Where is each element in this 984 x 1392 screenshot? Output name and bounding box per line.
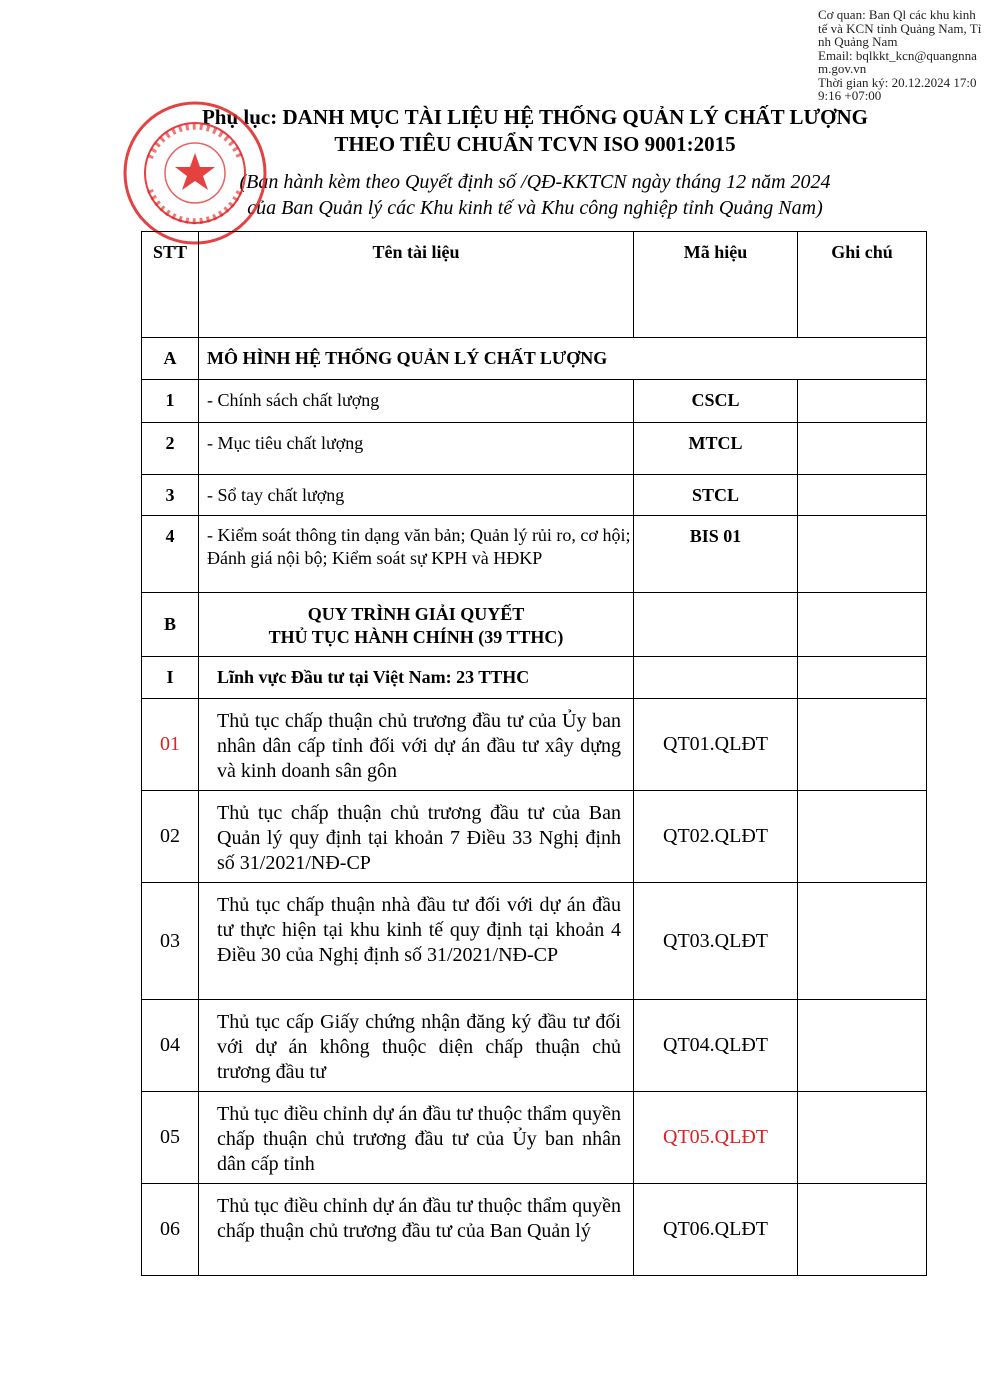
table-row	[142, 791, 927, 883]
section-i-note	[798, 657, 927, 699]
table-row	[142, 1092, 927, 1184]
table-header-row	[142, 232, 927, 338]
section-b-row	[142, 593, 927, 657]
row-stt: 06	[142, 1184, 199, 1276]
section-b-note	[798, 593, 927, 657]
document-subtitle-line2: của Ban Quản lý các Khu kinh tế và Khu công nghiệp tỉnh Quảng Nam)	[247, 197, 823, 219]
row-code: QT01.QLĐT	[634, 699, 798, 791]
row-name: Thủ tục điều chỉnh dự án đầu tư thuộc thẩm quyền chấp thuận chủ trương đầu tư của Ban Quản lý	[199, 1184, 634, 1276]
signature-time: Thời gian ký: 20.12.2024 17:09:16 +07:00	[818, 74, 977, 103]
row-name: Thủ tục chấp thuận chủ trương đầu tư của Ủy ban nhân dân cấp tỉnh đối với dự án đầu tư xây dựng và kinh doanh sân gôn	[199, 699, 634, 791]
document-subtitle: (Ban hành kèm theo Quyết định số /QĐ-KKTCN ngày tháng 12 năm 2024	[239, 171, 831, 193]
row-note	[798, 380, 927, 423]
row-code: MTCL	[634, 423, 798, 475]
row-note	[798, 791, 927, 883]
row-stt: 03	[142, 883, 199, 1000]
table-row	[142, 883, 927, 1000]
header-note: Ghi chú	[798, 232, 927, 338]
row-name: - Mục tiêu chất lượng	[199, 423, 634, 475]
row-stt: 02	[142, 791, 199, 883]
row-name: Thủ tục điều chỉnh dự án đầu tư thuộc thẩm quyền chấp thuận chủ trương đầu tư của Ủy ban nhân dân cấp tỉnh	[199, 1092, 634, 1184]
row-note	[798, 883, 927, 1000]
row-stt: 1	[142, 380, 199, 423]
official-seal-icon	[120, 98, 270, 248]
row-code: CSCL	[634, 380, 798, 423]
row-code: QT05.QLĐT	[634, 1092, 798, 1184]
row-code: QT02.QLĐT	[634, 791, 798, 883]
section-a-stt: A	[142, 338, 199, 380]
row-code: QT03.QLĐT	[634, 883, 798, 1000]
section-b-stt: B	[142, 593, 199, 657]
digital-signature-block	[818, 8, 982, 103]
row-stt: 2	[142, 423, 199, 475]
row-stt: 4	[142, 516, 199, 593]
row-stt: 3	[142, 475, 199, 516]
row-code: QT04.QLĐT	[634, 1000, 798, 1092]
section-b-title	[199, 593, 634, 657]
row-name: Thủ tục chấp thuận nhà đầu tư đối với dự án đầu tư thực hiện tại khu kinh tế quy định tại khoản 4 Điều 30 của Nghị định số 31/2021/NĐ-CP	[199, 883, 634, 1000]
header-name: Tên tài liệu	[199, 232, 634, 338]
table-row	[142, 699, 927, 791]
section-i-code	[634, 657, 798, 699]
table-row	[142, 423, 927, 475]
row-name: - Sổ tay chất lượng	[199, 475, 634, 516]
section-b-code	[634, 593, 798, 657]
section-b-title-line1: QUY TRÌNH GIẢI QUYẾT	[307, 604, 525, 624]
document-title-line2: THEO TIÊU CHUẨN TCVN ISO 9001:2015	[334, 132, 736, 156]
section-a-title: MÔ HÌNH HỆ THỐNG QUẢN LÝ CHẤT LƯỢNG	[199, 338, 927, 380]
section-i-row	[142, 657, 927, 699]
table-row	[142, 380, 927, 423]
document-title: Phụ lục: DANH MỤC TÀI LIỆU HỆ THỐNG QUẢN LÝ CHẤT LƯỢNG	[201, 105, 869, 129]
row-code: BIS 01	[634, 516, 798, 593]
row-stt: 01	[142, 699, 199, 791]
row-note	[798, 699, 927, 791]
table-row	[142, 475, 927, 516]
section-b-title-line2: THỦ TỤC HÀNH CHÍNH (39 TTHC)	[268, 627, 564, 647]
row-note	[798, 475, 927, 516]
row-note	[798, 516, 927, 593]
signature-agency: Cơ quan: Ban Ql các khu kinh tế và KCN tỉnh Quảng Nam, Tỉnh Quảng Nam	[818, 7, 982, 49]
row-stt: 05	[142, 1092, 199, 1184]
row-name: - Chính sách chất lượng	[199, 380, 634, 423]
table-row	[142, 516, 927, 593]
row-name: - Kiểm soát thông tin dạng văn bản; Quản lý rủi ro, cơ hội; Đánh giá nội bộ; Kiểm soát sự KPH và HĐKP	[199, 516, 634, 593]
row-code: QT06.QLĐT	[634, 1184, 798, 1276]
row-note	[798, 1000, 927, 1092]
row-name: Thủ tục chấp thuận chủ trương đầu tư của Ban Quản lý quy định tại khoản 7 Điều 33 Nghị định số 31/2021/NĐ-CP	[199, 791, 634, 883]
section-i-title: Lĩnh vực Đầu tư tại Việt Nam: 23 TTHC	[199, 657, 634, 699]
row-name: Thủ tục cấp Giấy chứng nhận đăng ký đầu tư đối với dự án không thuộc diện chấp thuận chủ trương đầu tư	[199, 1000, 634, 1092]
signature-email: Email: bqlkkt_kcn@quangnnam.gov.vn	[818, 47, 977, 76]
row-note	[798, 1092, 927, 1184]
row-note	[798, 423, 927, 475]
row-note	[798, 1184, 927, 1276]
table-row	[142, 1000, 927, 1092]
row-code: STCL	[634, 475, 798, 516]
section-a-row	[142, 338, 927, 380]
row-stt: 04	[142, 1000, 199, 1092]
header-code: Mã hiệu	[634, 232, 798, 338]
section-i-stt: I	[142, 657, 199, 699]
document-table	[141, 231, 927, 1276]
table-row	[142, 1184, 927, 1276]
header-stt: STT	[142, 232, 199, 338]
